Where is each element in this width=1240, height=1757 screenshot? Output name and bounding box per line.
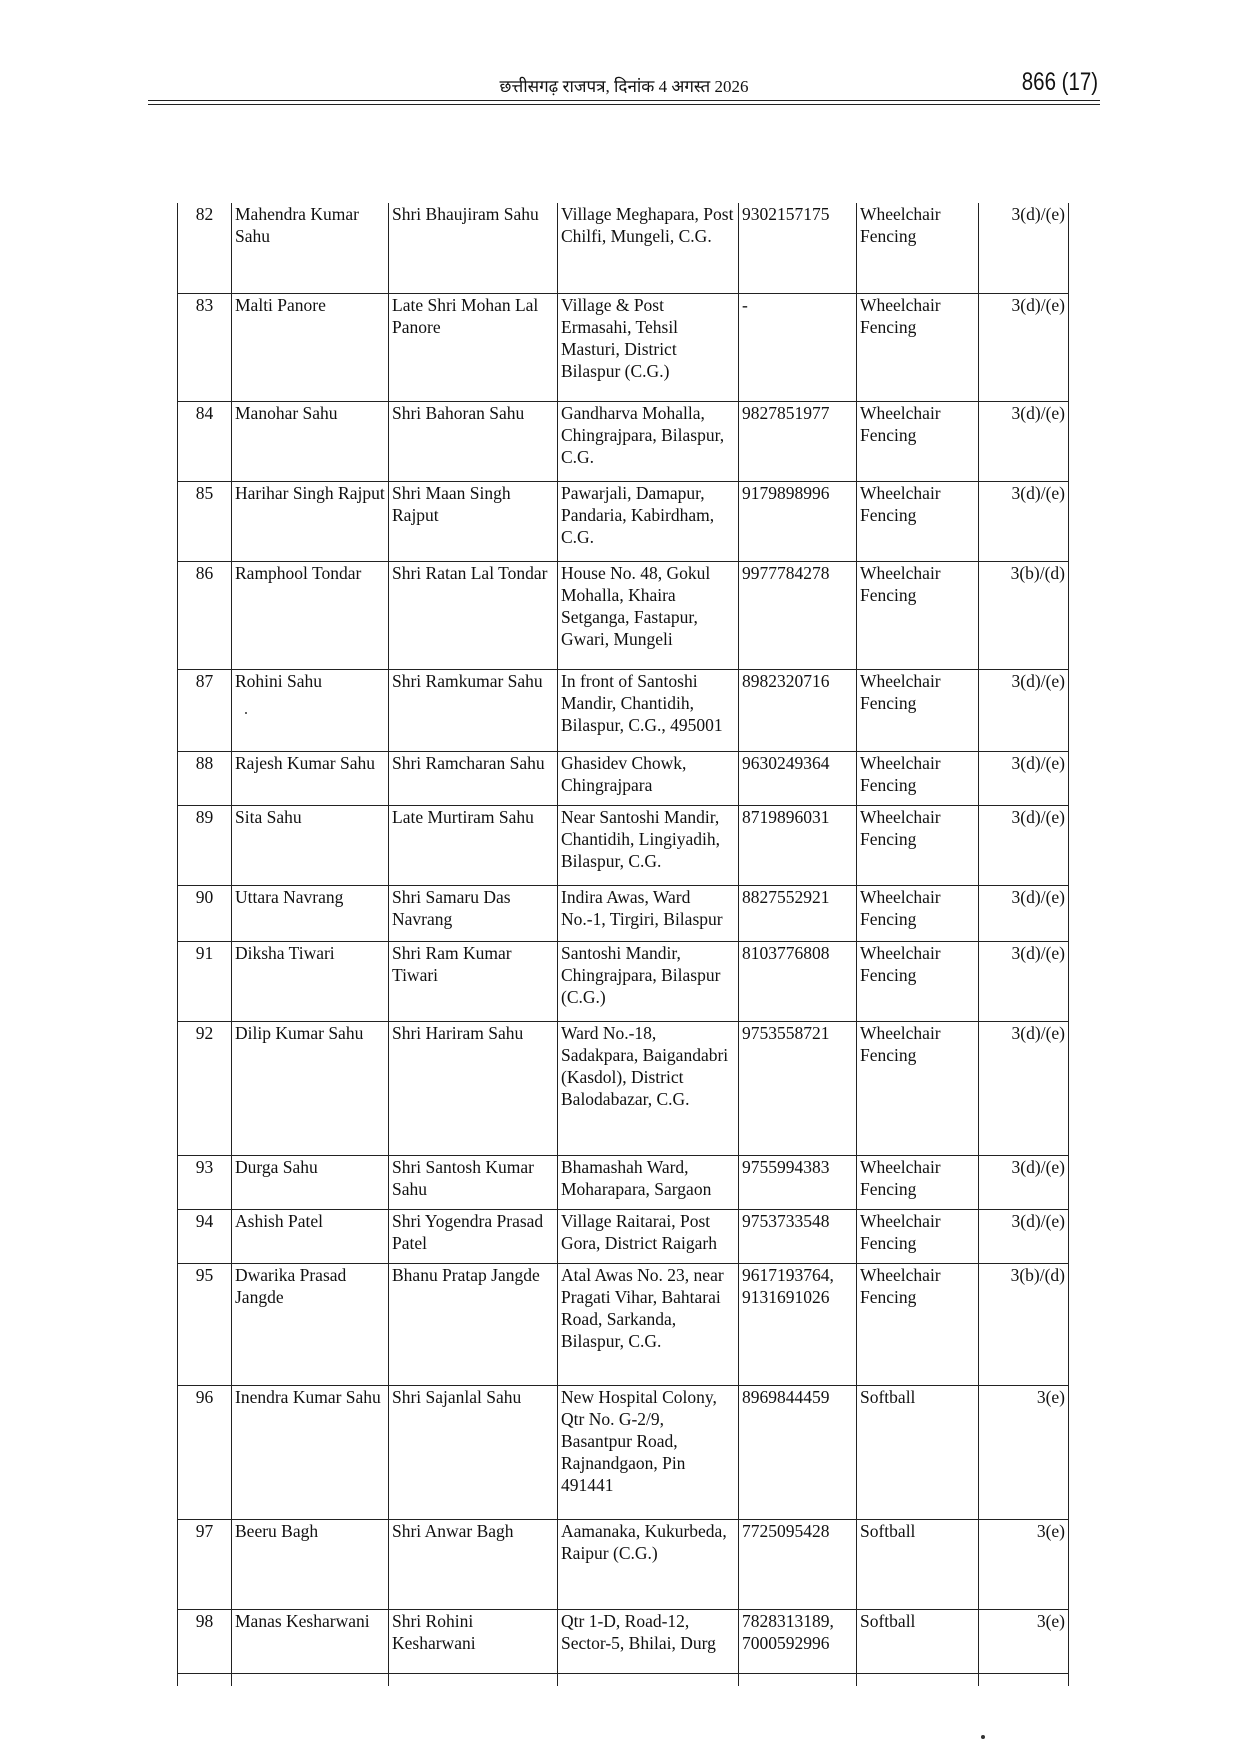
serial-number: 84	[178, 401, 232, 481]
beneficiary-name: Harihar Singh Rajput	[232, 481, 389, 561]
page-header	[148, 66, 1100, 100]
category-code: 3(d)/(e)	[979, 481, 1069, 561]
continuation-cell	[739, 1673, 857, 1686]
phone-number: 9977784278	[739, 561, 857, 669]
father-name: Bhanu Pratap Jangde	[389, 1263, 558, 1385]
beneficiary-name: Malti Panore	[232, 293, 389, 401]
father-name: Shri Yogendra Prasad Patel	[389, 1209, 558, 1263]
continuation-cell	[232, 1673, 389, 1686]
serial-number: 82	[178, 203, 232, 293]
father-name: Late Murtiram Sahu	[389, 805, 558, 885]
beneficiary-name: Manas Kesharwani	[232, 1609, 389, 1673]
beneficiary-table-container	[177, 203, 1068, 1686]
table-continuation	[178, 1673, 1069, 1686]
beneficiary-table	[177, 203, 1069, 1686]
address: Ward No.-18, Sadakpara, Baigandabri (Kasdol), District Balodabazar, C.G.	[558, 1021, 739, 1155]
phone-number: 8982320716	[739, 669, 857, 751]
phone-number: 9179898996	[739, 481, 857, 561]
table-row	[178, 293, 1069, 401]
beneficiary-name: Ramphool Tondar	[232, 561, 389, 669]
serial-number: 91	[178, 941, 232, 1021]
serial-number: 93	[178, 1155, 232, 1209]
serial-number: 85	[178, 481, 232, 561]
address: Aamanaka, Kukurbeda, Raipur (C.G.)	[558, 1519, 739, 1609]
address: Bhamashah Ward, Moharapara, Sargaon	[558, 1155, 739, 1209]
category-code: 3(d)/(e)	[979, 293, 1069, 401]
continuation-cell	[389, 1673, 558, 1686]
category-code: 3(d)/(e)	[979, 1209, 1069, 1263]
father-name: Late Shri Mohan Lal Panore	[389, 293, 558, 401]
beneficiary-name: Inendra Kumar Sahu	[232, 1385, 389, 1519]
table-row	[178, 203, 1069, 293]
sport-discipline: Wheelchair Fencing	[857, 293, 979, 401]
address: Near Santoshi Mandir, Chantidih, Lingiyadih, Bilaspur, C.G.	[558, 805, 739, 885]
address: Village Raitarai, Post Gora, District Raigarh	[558, 1209, 739, 1263]
sport-discipline: Softball	[857, 1519, 979, 1609]
beneficiary-name: Ashish Patel	[232, 1209, 389, 1263]
father-name: Shri Hariram Sahu	[389, 1021, 558, 1155]
beneficiary-name: Diksha Tiwari	[232, 941, 389, 1021]
scan-speck	[245, 712, 247, 714]
table-row	[178, 1021, 1069, 1155]
gazette-title: छत्तीसगढ़ राजपत्र, दिनांक 4 अगस्त 2026	[499, 77, 749, 96]
category-code: 3(e)	[979, 1519, 1069, 1609]
header-rule-bottom	[148, 104, 1100, 105]
table-row	[178, 669, 1069, 751]
address: Pawarjali, Damapur, Pandaria, Kabirdham, C.G.	[558, 481, 739, 561]
table-row	[178, 1263, 1069, 1385]
father-name: Shri Bhaujiram Sahu	[389, 203, 558, 293]
table-row	[178, 751, 1069, 805]
sport-discipline: Wheelchair Fencing	[857, 481, 979, 561]
continuation-cell	[857, 1673, 979, 1686]
serial-number: 86	[178, 561, 232, 669]
serial-number: 94	[178, 1209, 232, 1263]
category-code: 3(e)	[979, 1609, 1069, 1673]
address: New Hospital Colony, Qtr No. G-2/9, Basantpur Road, Rajnandgaon, Pin 491441	[558, 1385, 739, 1519]
phone-number: 9753558721	[739, 1021, 857, 1155]
beneficiary-name: Mahendra Kumar Sahu	[232, 203, 389, 293]
serial-number: 97	[178, 1519, 232, 1609]
sport-discipline: Wheelchair Fencing	[857, 885, 979, 941]
sport-discipline: Softball	[857, 1609, 979, 1673]
table-row	[178, 941, 1069, 1021]
table-body	[178, 203, 1069, 1686]
address: Indira Awas, Ward No.-1, Tirgiri, Bilaspur	[558, 885, 739, 941]
serial-number: 95	[178, 1263, 232, 1385]
table-row	[178, 401, 1069, 481]
sport-discipline: Wheelchair Fencing	[857, 1155, 979, 1209]
father-name: Shri Ramcharan Sahu	[389, 751, 558, 805]
sport-discipline: Wheelchair Fencing	[857, 941, 979, 1021]
table-row	[178, 885, 1069, 941]
sport-discipline: Wheelchair Fencing	[857, 203, 979, 293]
category-code: 3(d)/(e)	[979, 669, 1069, 751]
category-code: 3(d)/(e)	[979, 805, 1069, 885]
serial-number: 90	[178, 885, 232, 941]
category-code: 3(d)/(e)	[979, 203, 1069, 293]
table-row	[178, 561, 1069, 669]
category-code: 3(d)/(e)	[979, 1021, 1069, 1155]
serial-number: 89	[178, 805, 232, 885]
table-row	[178, 481, 1069, 561]
table-row	[178, 1385, 1069, 1519]
phone-number: 8969844459	[739, 1385, 857, 1519]
scan-speck	[981, 1735, 985, 1739]
beneficiary-name: Uttara Navrang	[232, 885, 389, 941]
address: Village & Post Ermasahi, Tehsil Masturi, District Bilaspur (C.G.)	[558, 293, 739, 401]
phone-number: -	[739, 293, 857, 401]
beneficiary-name: Beeru Bagh	[232, 1519, 389, 1609]
category-code: 3(b)/(d)	[979, 1263, 1069, 1385]
table-row	[178, 1209, 1069, 1263]
phone-number: 8103776808	[739, 941, 857, 1021]
sport-discipline: Wheelchair Fencing	[857, 669, 979, 751]
phone-number: 8827552921	[739, 885, 857, 941]
sport-discipline: Wheelchair Fencing	[857, 751, 979, 805]
category-code: 3(d)/(e)	[979, 885, 1069, 941]
page-number: 866 (17)	[1021, 68, 1098, 96]
address: Village Meghapara, Post Chilfi, Mungeli, C.G.	[558, 203, 739, 293]
sport-discipline: Wheelchair Fencing	[857, 805, 979, 885]
sport-discipline: Wheelchair Fencing	[857, 561, 979, 669]
father-name: Shri Bahoran Sahu	[389, 401, 558, 481]
beneficiary-name: Dwarika Prasad Jangde	[232, 1263, 389, 1385]
category-code: 3(d)/(e)	[979, 941, 1069, 1021]
serial-number: 92	[178, 1021, 232, 1155]
beneficiary-name: Rajesh Kumar Sahu	[232, 751, 389, 805]
father-name: Shri Santosh Kumar Sahu	[389, 1155, 558, 1209]
beneficiary-name: Dilip Kumar Sahu	[232, 1021, 389, 1155]
table-row	[178, 1155, 1069, 1209]
phone-number: 9630249364	[739, 751, 857, 805]
father-name: Shri Samaru Das Navrang	[389, 885, 558, 941]
table-row	[178, 1519, 1069, 1609]
phone-number: 7725095428	[739, 1519, 857, 1609]
address: In front of Santoshi Mandir, Chantidih, Bilaspur, C.G., 495001	[558, 669, 739, 751]
address: Qtr 1-D, Road-12, Sector-5, Bhilai, Durg	[558, 1609, 739, 1673]
phone-number: 7828313189, 7000592996	[739, 1609, 857, 1673]
father-name: Shri Rohini Kesharwani	[389, 1609, 558, 1673]
sport-discipline: Wheelchair Fencing	[857, 1209, 979, 1263]
continuation-cell	[178, 1673, 232, 1686]
beneficiary-name: Rohini Sahu	[232, 669, 389, 751]
serial-number: 88	[178, 751, 232, 805]
address: House No. 48, Gokul Mohalla, Khaira Setganga, Fastapur, Gwari, Mungeli	[558, 561, 739, 669]
address: Santoshi Mandir, Chingrajpara, Bilaspur (C.G.)	[558, 941, 739, 1021]
phone-number: 9827851977	[739, 401, 857, 481]
category-code: 3(b)/(d)	[979, 561, 1069, 669]
sport-discipline: Softball	[857, 1385, 979, 1519]
father-name: Shri Maan Singh Rajput	[389, 481, 558, 561]
sport-discipline: Wheelchair Fencing	[857, 401, 979, 481]
father-name: Shri Ramkumar Sahu	[389, 669, 558, 751]
phone-number: 8719896031	[739, 805, 857, 885]
continuation-cell	[558, 1673, 739, 1686]
category-code: 3(d)/(e)	[979, 401, 1069, 481]
serial-number: 98	[178, 1609, 232, 1673]
address: Gandharva Mohalla, Chingrajpara, Bilaspur, C.G.	[558, 401, 739, 481]
sport-discipline: Wheelchair Fencing	[857, 1263, 979, 1385]
category-code: 3(e)	[979, 1385, 1069, 1519]
beneficiary-name: Durga Sahu	[232, 1155, 389, 1209]
phone-number: 9755994383	[739, 1155, 857, 1209]
father-name: Shri Sajanlal Sahu	[389, 1385, 558, 1519]
sport-discipline: Wheelchair Fencing	[857, 1021, 979, 1155]
continuation-cell	[979, 1673, 1069, 1686]
beneficiary-name: Sita Sahu	[232, 805, 389, 885]
table-row	[178, 805, 1069, 885]
table-row	[178, 1609, 1069, 1673]
beneficiary-name: Manohar Sahu	[232, 401, 389, 481]
father-name: Shri Anwar Bagh	[389, 1519, 558, 1609]
father-name: Shri Ram Kumar Tiwari	[389, 941, 558, 1021]
category-code: 3(d)/(e)	[979, 1155, 1069, 1209]
serial-number: 83	[178, 293, 232, 401]
phone-number: 9302157175	[739, 203, 857, 293]
header-rule-top	[148, 100, 1100, 101]
phone-number: 9753733548	[739, 1209, 857, 1263]
address: Atal Awas No. 23, near Pragati Vihar, Bahtarai Road, Sarkanda, Bilaspur, C.G.	[558, 1263, 739, 1385]
serial-number: 87	[178, 669, 232, 751]
address: Ghasidev Chowk, Chingrajpara	[558, 751, 739, 805]
father-name: Shri Ratan Lal Tondar	[389, 561, 558, 669]
phone-number: 9617193764, 9131691026	[739, 1263, 857, 1385]
category-code: 3(d)/(e)	[979, 751, 1069, 805]
serial-number: 96	[178, 1385, 232, 1519]
